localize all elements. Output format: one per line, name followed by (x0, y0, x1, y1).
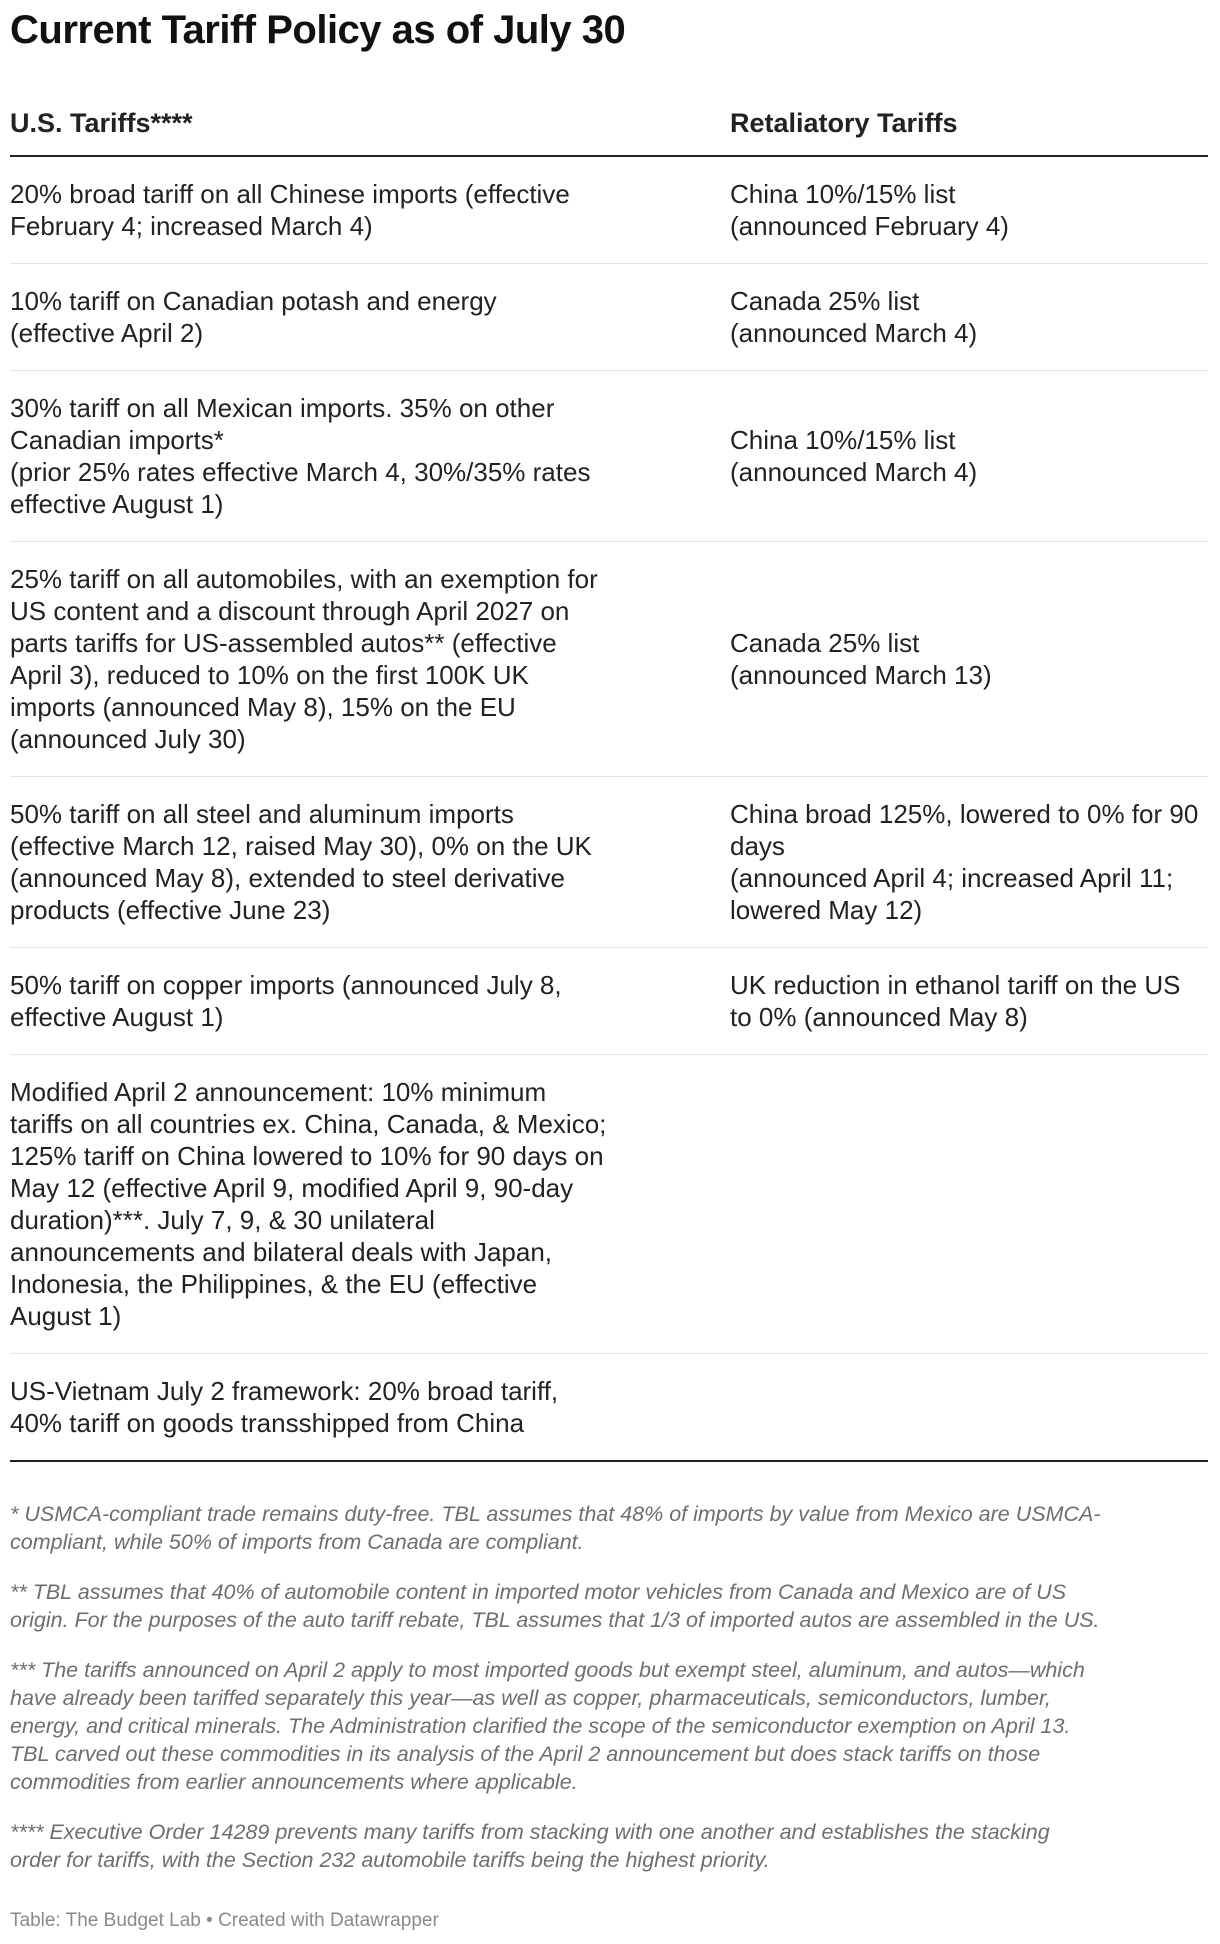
us-tariff-cell: 20% broad tariff on all Chinese imports (effective February 4; increased March 4) (10, 179, 570, 241)
retaliatory-tariff-cell: Canada 25% list (announced March 4) (730, 286, 978, 348)
header-retaliatory-tariffs: Retaliatory Tariffs (730, 108, 1208, 156)
retaliatory-tariff-cell: UK reduction in ethanol tariff on the US to 0% (announced May 8) (730, 970, 1181, 1032)
us-tariff-cell: 30% tariff on all Mexican imports. 35% on other Canadian imports* (prior 25% rates effective March 4, 30%/35% rates effective August 1) (10, 393, 591, 519)
footnote-auto-content: ** TBL assumes that 40% of automobile content in imported motor vehicles from Canada and Mexico are of US origin. For the purposes of the auto tariff rebate, TBL assumes that 1/3 of imported autos are assembled in the US. (10, 1580, 1100, 1632)
us-tariff-cell: 25% tariff on all automobiles, with an exemption for US content and a discount through April 2027 on parts tariffs for US-assembled autos** (effective April 3), reduced to 10% on the first 100K UK imports (announced May 8), 15% on the EU (announced July 30) (10, 564, 598, 754)
footnote-april-2-scope: *** The tariffs announced on April 2 apply to most imported goods but exempt steel, aluminum, and autos—which have already been tariffed separately this year—as well as copper, pharmaceuticals, semiconductors, lumber, energy, and critical minerals. The Administration clarified the scope of the semiconductor exemption on April 13. TBL carved out these commodities in its analysis of the April 2 announcement but does stack tariffs on those commodities from earlier announcements where applicable. (10, 1658, 1085, 1794)
retaliatory-tariff-cell: Canada 25% list (announced March 13) (730, 628, 992, 690)
table-row (10, 777, 1208, 948)
footnote-usmca: * USMCA-compliant trade remains duty-free. TBL assumes that 48% of imports by value from Mexico are USMCA- compliant, while 50% of imports from Canada are compliant. (10, 1502, 1101, 1554)
table-row (10, 264, 1208, 371)
table-row (10, 948, 1208, 1055)
us-tariff-cell: US-Vietnam July 2 framework: 20% broad tariff, 40% tariff on goods transshipped from China (10, 1376, 559, 1438)
us-tariff-cell: 10% tariff on Canadian potash and energy (effective April 2) (10, 286, 497, 348)
page-title: Current Tariff Policy as of July 30 (10, 8, 626, 52)
footnote-executive-order: **** Executive Order 14289 prevents many tariffs from stacking with one another and establishes the stacking order for tariffs, with the Section 232 automobile tariffs being the highest priority. (10, 1820, 1050, 1872)
table-row (10, 156, 1208, 264)
tariff-table (10, 108, 1208, 1462)
us-tariff-cell: 50% tariff on all steel and aluminum imports (effective March 12, raised May 30), 0% on the UK (announced May 8), extended to steel derivative products (effective June 23) (10, 799, 592, 925)
source-credit: Table: The Budget Lab • Created with Datawrapper (10, 1910, 439, 1931)
footnotes (10, 1500, 1208, 1896)
table-row (10, 371, 1208, 542)
retaliatory-tariff-cell: China 10%/15% list (announced February 4) (730, 179, 1009, 241)
table-row (10, 1055, 1208, 1354)
retaliatory-tariff-cell: China 10%/15% list (announced March 4) (730, 425, 978, 487)
table-row (10, 542, 1208, 777)
table-header-row (10, 108, 1208, 156)
retaliatory-tariff-cell: China broad 125%, lowered to 0% for 90 days (announced April 4; increased April 11; lowered May 12) (730, 799, 1199, 925)
us-tariff-cell: 50% tariff on copper imports (announced July 8, effective August 1) (10, 970, 562, 1032)
us-tariff-cell: Modified April 2 announcement: 10% minimum tariffs on all countries ex. China, Canada, & Mexico; 125% tariff on China lowered to 10% for 90 days on May 12 (effective April 9, modified April 9, 90-day duration)***. July 7, 9, & 30 unilateral announcements and bilateral deals with Japan, Indonesia, the Philippines, & the EU (effective August 1) (10, 1077, 607, 1331)
table-row (10, 1354, 1208, 1462)
header-us-tariffs: U.S. Tariffs**** (10, 108, 730, 156)
